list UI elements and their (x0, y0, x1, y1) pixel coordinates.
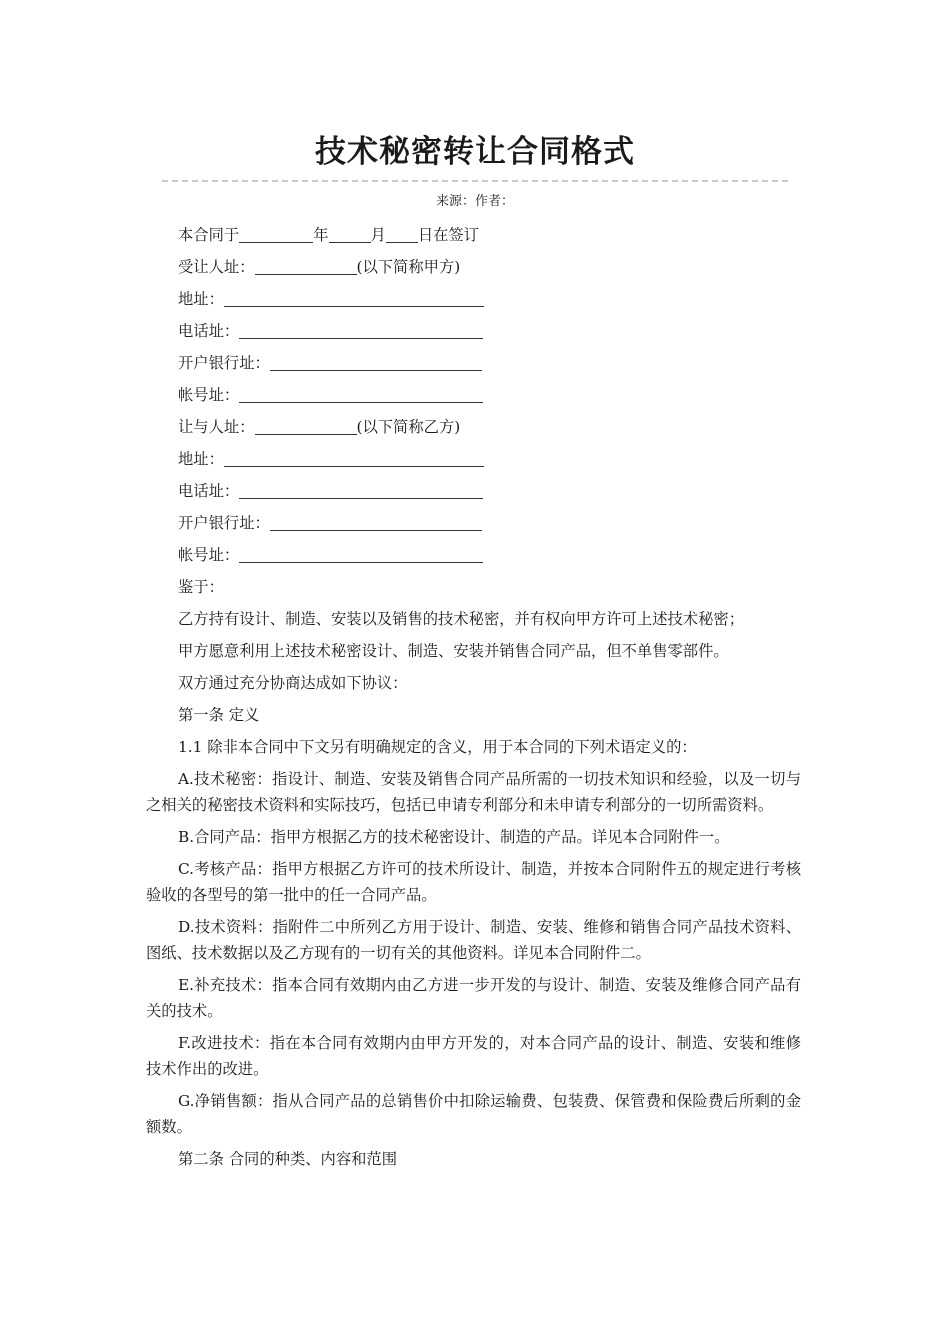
title-divider (162, 180, 788, 182)
definition-item: C.考核产品：指甲方根据乙方许可的技术所设计、制造，并按本合同附件五的规定进行考核验收的各型号的第一批中的任一合同产品。 (146, 860, 801, 904)
party-a-bank-line: 开户银行址： (146, 350, 801, 376)
definition-item: F.改进技术：指在本合同有效期内由甲方开发的，对本合同产品的设计、制造、安装和维修技术作出的改进。 (146, 1034, 801, 1078)
blank-date (239, 223, 313, 243)
blank-date (386, 223, 418, 243)
blank-date (329, 223, 371, 243)
signing-date-line: 本合同于 年 月 日在签订 (146, 222, 801, 248)
blank-field (224, 287, 484, 307)
party-a-address-line: 地址： (146, 286, 801, 312)
blank-field (270, 511, 482, 531)
party-a-account-line: 帐号址： (146, 382, 801, 408)
blank-field (224, 447, 484, 467)
blank-field (239, 479, 483, 499)
definition-item: B.合同产品：指甲方根据乙方的技术秘密设计、制造的产品。详见本合同附件一。 (178, 828, 730, 846)
blank-field (270, 351, 482, 371)
article-heading: 第一条 定义 (178, 706, 260, 724)
definitions-intro: 1.1 除非本合同中下文另有明确规定的含义，用于本合同的下列术语定义的： (178, 738, 697, 756)
agreement-intro: 双方通过充分协商达成如下协议： (178, 674, 408, 692)
definition-item: A.技术秘密：指设计、制造、安装及销售合同产品所需的一切技术知识和经验，以及一切与之相关的秘密技术资料和实际技巧，包括已申请专利部分和未申请专利部分的一切所需资料。 (146, 770, 801, 814)
whereas-heading: 鉴于： (178, 578, 224, 596)
definition-item: E.补充技术：指本合同有效期内由乙方进一步开发的与设计、制造、安装及维修合同产品有关的技术。 (146, 976, 801, 1020)
recital-paragraph: 乙方持有设计、制造、安装以及销售的技术秘密，并有权向甲方许可上述技术秘密； (178, 610, 744, 628)
document-body (146, 222, 801, 1178)
party-b-line: 让与人址： (以下简称乙方) (146, 414, 801, 440)
blank-field (239, 319, 483, 339)
blank-field (239, 383, 483, 403)
blank-field (255, 415, 357, 435)
blank-field (239, 543, 483, 563)
party-b-bank-line: 开户银行址： (146, 510, 801, 536)
party-b-phone-line: 电话址： (146, 478, 801, 504)
definition-item: G.净销售额：指从合同产品的总销售价中扣除运输费、包装费、保管费和保险费后所剩的金额数。 (146, 1092, 801, 1136)
document-title: 技术秘密转让合同格式 (315, 134, 635, 170)
blank-field (255, 255, 357, 275)
definition-item: D.技术资料：指附件二中所列乙方用于设计、制造、安装、维修和销售合同产品技术资料、图纸、技术数据以及乙方现有的一切有关的其他资料。详见本合同附件二。 (146, 918, 801, 962)
article-heading: 第二条 合同的种类、内容和范围 (178, 1150, 398, 1168)
recital-paragraph: 甲方愿意利用上述技术秘密设计、制造、安装并销售合同产品，但不单售零部件。 (178, 642, 729, 660)
party-a-line: 受让人址： (以下简称甲方) (146, 254, 801, 280)
party-a-phone-line: 电话址： (146, 318, 801, 344)
party-b-address-line: 地址： (146, 446, 801, 472)
source-author-line: 来源：作者： (435, 194, 514, 209)
party-b-account-line: 帐号址： (146, 542, 801, 568)
